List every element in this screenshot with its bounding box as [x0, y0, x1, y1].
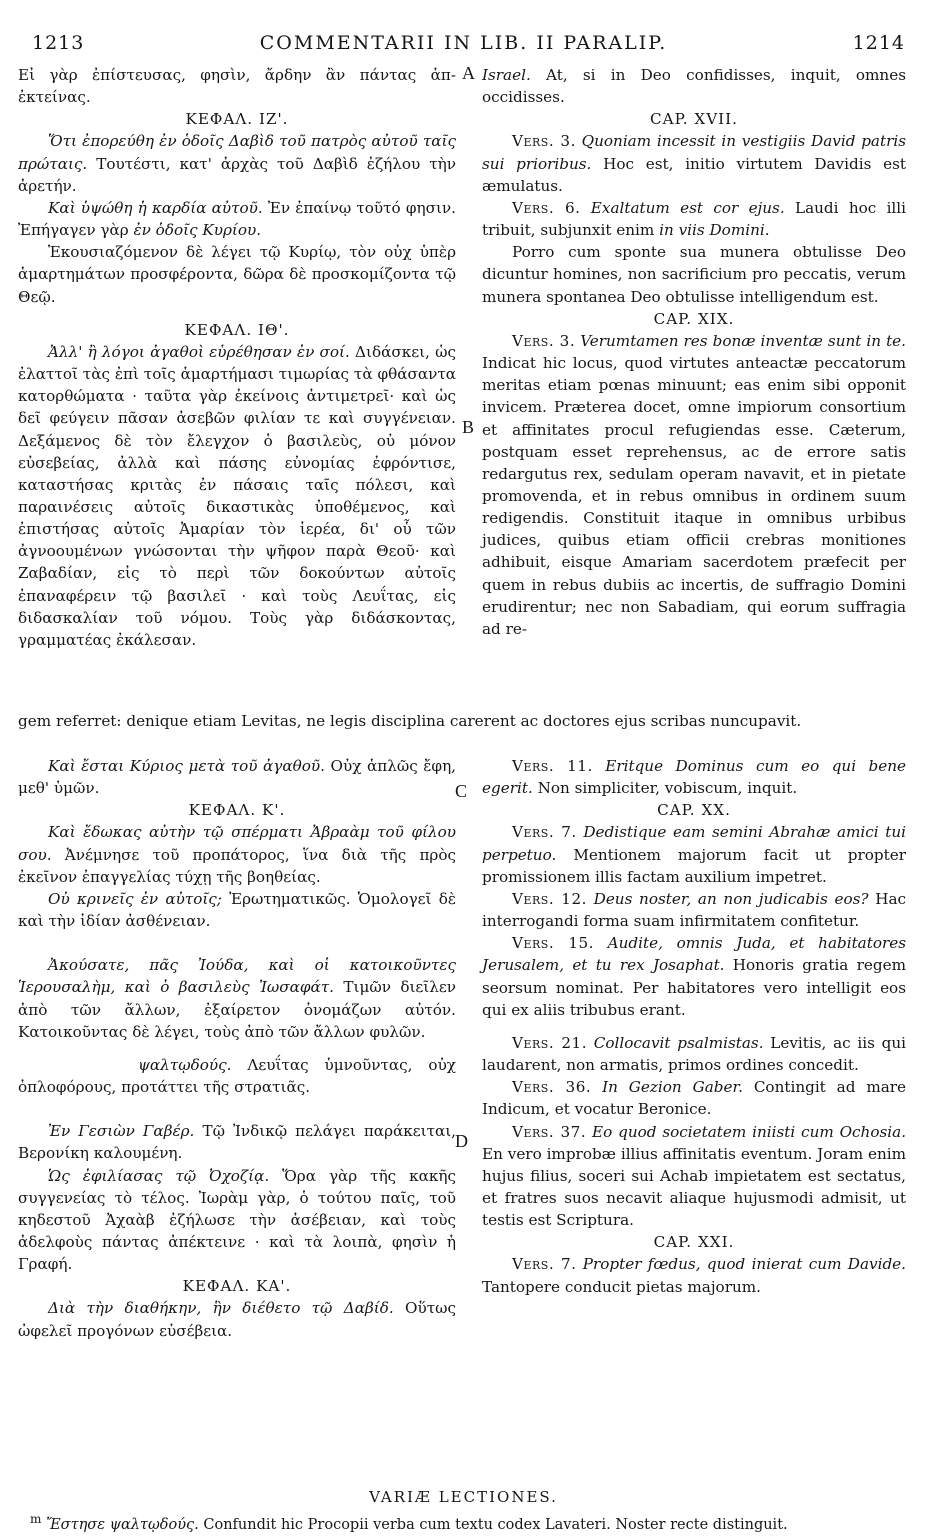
greek-intro: [18, 64, 456, 108]
greek-commentary: Τουτέστι, κατ' ἀρχὰς τοῦ Δαβὶδ ἐζήλου τὴν ἀρετήν.: [18, 154, 456, 195]
margin-marker-c: C: [455, 781, 468, 801]
greek-commentary: Λευΐτας ὑμνοῦντας, οὐχ ὁπλοφόρους, προτάττει τῆς στρατιᾶς.: [18, 1055, 456, 1097]
page-number-right: 1214: [852, 32, 905, 54]
greek-commentary: Ὅρα γὰρ τῆς κακῆς συγγενείας τὸ τέλος. Ἰωρὰμ γὰρ, ὁ τούτου παῖς, τοῦ κηδεστοῦ Ἀχαὰβ ἐζήλωσε τὴν ἀσέβειαν, καὶ τοὺς ἀδελφοὺς πάντας ἀπέκτεινε · καὶ τὰ λοιπὰ, φησὶν ἡ Γραφή.: [18, 1166, 456, 1274]
greek-lemma: Καὶ ἔδωκας αὐτὴν τῷ σπέρματι Ἀβραὰμ τοῦ φίλου σου.: [18, 823, 456, 864]
verse-number: Vers. 37.: [512, 1122, 587, 1141]
greek-cap20-para5: [18, 1120, 456, 1164]
latin-heading-cap21: CAP. XXI.: [653, 1233, 735, 1252]
latin-cap17-para2: [482, 197, 906, 241]
variae-lectiones-title: VARIÆ LECTIONES.: [369, 1488, 558, 1506]
verse-number: Vers. 36.: [512, 1078, 592, 1097]
greek-commentary: Ἐν ἐπαίνῳ τοῦτό φησιν. Ἐπήγαγεν γὰρ: [18, 198, 456, 240]
greek-lemma: Ὅτι ἐπορεύθη ἐν ὁδοῖς Δαβὶδ τοῦ πατρὸς αὐτοῦ ταῖς πρώταις.: [18, 132, 456, 173]
variae-lectiones-note: [30, 1509, 910, 1535]
greek-cap20-para4: [18, 1054, 456, 1098]
greek-intro-text: Εἰ γὰρ ἐπίστευσας, φησὶν, ἄρδην ἂν πάντας ἀπ-ἐκτείνας.: [18, 66, 456, 107]
latin-commentary: Tantopere conducit pietas majorum.: [482, 1277, 761, 1296]
footnote-mark: m: [30, 1512, 42, 1526]
latin-lemma: Deus noster, an non judicabis eos?: [593, 889, 869, 908]
latin-heading-cap17: CAP. XVII.: [650, 110, 738, 129]
latin-cap20-para2: [482, 888, 906, 932]
greek-commentary: Οὐχ ἁπλῶς ἔφη, μεθ' ὑμῶν.: [18, 757, 456, 798]
greek-commentary: Οὕτως ὠφελεῖ προγόνων εὐσέβεια.: [18, 1299, 457, 1340]
verse-number: Vers. 15.: [512, 934, 594, 953]
latin-cap17-para3: [482, 241, 906, 307]
latin-cap21-para: [482, 1253, 906, 1297]
latin-lemma: Audite, omnis Juda, et habitatores Jerusalem, et tu rex Josaphat.: [482, 934, 907, 975]
greek-cap19b-para: [18, 755, 456, 799]
greek-lemma: ψαλτῳδούς.: [138, 1055, 232, 1074]
verse-number: Vers. 6.: [512, 198, 581, 217]
latin-commentary: Hoc est, initio virtutem Davidis est æmulatus.: [482, 154, 906, 195]
greek-cap19-para: [18, 341, 456, 651]
latin-intro: [482, 64, 906, 108]
latin-commentary: Hac interrogandi forma suam infirmitatem confitetur.: [482, 889, 907, 931]
greek-cap20-para1: [18, 821, 456, 887]
latin-lemma: Quoniam incessit in vestigiis David patris sui prioribus.: [482, 132, 907, 173]
greek-commentary: Τιμῶν διεῖλεν ἀπὸ τῶν ἄλλων, ἐξαίρετον ὀνομάζων αὐτόν. Κατοικοῦντας δὲ λέγει, τοὺς ἀπὸ τῶν ἄλλων φυλῶν.: [18, 978, 456, 1041]
latin-cap19-para: [482, 330, 906, 640]
latin-lemma: Eo quod societatem iniisti cum Ochosia.: [592, 1122, 907, 1141]
page-number-left: 1213: [32, 32, 85, 54]
greek-lemma: Ὡς ἐφιλίασας τῷ Ὀχοζίᾳ.: [48, 1166, 270, 1185]
greek-lemma: Καὶ ἔσται Κύριος μετὰ τοῦ ἀγαθοῦ.: [48, 757, 325, 775]
verse-number: Vers. 21.: [512, 1033, 588, 1052]
latin-cap20-para3: [482, 932, 906, 1021]
latin-cap20-para4: [482, 1032, 906, 1076]
latin-commentary: Honoris gratia regem seorsum nominat. Per habitatores vero intelligit eos qui ex aliis tribubus erant.: [482, 956, 906, 1019]
latin-lemma: Exaltatum est cor ejus.: [590, 198, 785, 217]
latin-commentary: At, si in Deo confidisses, inquit, omnes occidisses.: [482, 66, 906, 107]
greek-heading-cap20: ΚΕΦΑΛ. Κ'.: [188, 801, 286, 820]
latin-lemma: Propter fœdus, quod inierat cum Davide.: [582, 1255, 907, 1274]
greek-heading-cap21: ΚΕΦΑΛ. ΚΑ'.: [182, 1277, 292, 1296]
latin-column-lower: [482, 755, 906, 1298]
greek-cap17-para2: [18, 197, 456, 241]
latin-cap20-para6: [482, 1121, 906, 1232]
latin-commentary: Indicat hic locus, quod virtutes anteactæ peccatorum meritas etiam pœnas minuunt; eas enim sibi opponit invicem. Præterea docet, omne impiorum consortium et affinitates procul refugiendas esse. Cæterum, postquam esset reprehensus, ac de errore satis redargutus rex, sedulam operam navavit, et in pietate promovenda, et in rebus omnibus in ordinem suum redigendis. Constituit itaque in omnibus urbibus judices, quibus etiam officii crebras monitiones adhibuit, eisque Amariam sacerdotem præfecit per quem in rebus dubiis ac incertis, de suffragio Domini erudirentur; nec non Sabadiam, qui eorum suffragia ad re-: [482, 354, 906, 638]
latin-lemma: Israel.: [482, 66, 531, 84]
latin-cap17-para1: [482, 130, 906, 196]
latin-commentary: Porro cum sponte sua munera obtulisse Deo dicuntur homines, non sacrificium pro peccatis, verum munera spontanea Deo obtulisse intelligendum est.: [482, 243, 906, 306]
latin-commentary: Levitis, ac iis qui laudarent, non armatis, primos ordines concedit.: [482, 1033, 907, 1075]
greek-lemma: Ἀκούσατε, πᾶς Ἰούδα, καὶ οἱ κατοικοῦντες Ἱερουσαλὴμ, καὶ ὁ βασιλεὺς Ἰωσαφάτ.: [18, 956, 456, 997]
greek-commentary: Διδάσκει, ὡς ἐλαττοῖ τὰς ἐπὶ τοῖς ἁμαρτήμασι τιμωρίας τὰ φθάσαντα κατορθώματα · ταῦτα γὰρ ἐκείνοις ἀντιμετρεῖ· καὶ ὡς δεῖ φεύγειν πᾶσαν ἀσεβῶν φιλίαν τε καὶ συγγένειαν. Δεξάμενος δὲ τὸν ἔλεγχον ὁ βασιλεὺς, οὐ μόνον εὐσεβείας, ἀλλὰ καὶ πάσης εὐνομίας ἐφρόντισε, καταστήσας κριτὰς ἐν πάσαις ταῖς πόλεσι, καὶ παραινέσεις αὐτοῖς δικαστικὰς ὑποθέμενος, καὶ ἐπιστήσας αὐτοῖς Ἀμαρίαν τὸν ἱερέα, δι' οὗ τῶν ἀγνοουμένων γνώσονται τὴν ψῆφον παρὰ Θεοῦ· καὶ Ζαβαδίαν, εἰς τὸ περὶ τῶν δοκούντων αὐτοῖς ἐπαναφέρειν τῷ βασιλεῖ · καὶ τοὺς Λευΐτας, εἰς διδασκαλίαν τοῦ νόμου. Τοὺς γὰρ διδάσκοντας, γραμματέας ἐκάλεσαν.: [18, 342, 456, 649]
latin-commentary: Laudi hoc illi tribuit, subjunxit enim: [482, 198, 907, 240]
greek-commentary: Τῷ Ἰνδικῷ πελάγει παράκειται, Βερονίκη καλουμένη.: [18, 1122, 457, 1163]
greek-lemma: Ἀλλ' ἢ λόγοι ἀγαθοὶ εὑρέθησαν ἐν σοί.: [48, 342, 350, 361]
greek-lemma: Διὰ τὴν διαθήκην, ἣν διέθετο τῷ Δαβίδ.: [48, 1299, 394, 1318]
latin-lemma: Eritque Dominus cum eo qui bene egerit.: [482, 757, 907, 798]
note-lemma: Ἔστησε ψαλτῳδούς.: [46, 1516, 199, 1533]
greek-lemma: Οὐ κρινεῖς ἐν αὐτοῖς;: [48, 889, 222, 908]
greek-cap17-para3: [18, 241, 456, 307]
latin-lemma: Collocavit psalmistas.: [593, 1033, 764, 1052]
latin-commentary: Contingit ad mare Indicum, et vocatur Beronice.: [482, 1078, 907, 1119]
latin-lemma: in viis Domini.: [659, 221, 770, 240]
latin-commentary: Non simpliciter, vobiscum, inquit.: [537, 779, 798, 798]
verse-number: Vers. 3.: [512, 132, 576, 151]
greek-heading-cap19: ΚΕΦΑΛ. ΙΘ'.: [184, 320, 290, 339]
verse-number: Vers. 7.: [512, 1255, 577, 1274]
greek-commentary: Ἐρωτηματικῶς. Ὁμολογεῖ δὲ καὶ τὴν ἰδίαν ἀσθένειαν.: [18, 889, 456, 931]
latin-commentary: En vero improbæ illius affinitatis eventum. Joram enim hujus filius, soceri sui Achab impietatem est sectatus, et fratres suos necavit aliaque hujusmodi admisit, ut testis est Scriptura.: [482, 1144, 906, 1230]
greek-cap20-para6: [18, 1165, 456, 1276]
greek-lemma: Καὶ ὑψώθη ἡ καρδία αὐτοῦ.: [48, 198, 263, 217]
verse-number: Vers. 7.: [512, 823, 577, 842]
full-width-line: [18, 710, 906, 732]
margin-marker-d: D: [455, 1131, 468, 1151]
latin-cap20-para1: [482, 821, 906, 887]
verse-number: Vers. 11.: [512, 757, 593, 775]
greek-lemma: ἐν ὁδοῖς Κυρίου.: [133, 221, 262, 240]
running-title: COMMENTARII IN LIB. II PARALIP.: [259, 32, 668, 54]
greek-column-lower: [18, 755, 456, 1342]
verse-number: Vers. 12.: [512, 889, 587, 908]
verse-number: Vers. 3.: [512, 331, 576, 350]
greek-commentary: Ἀνέμνησε τοῦ προπάτορος, ἵνα διὰ τῆς πρὸς ἐκεῖνον ἐπαγγελίας τύχῃ τῆς βοηθείας.: [18, 845, 456, 886]
greek-cap21-para: [18, 1297, 456, 1341]
latin-column: [482, 64, 906, 640]
greek-lemma: Ἐν Γεσιὼν Γαβέρ.: [48, 1122, 195, 1141]
greek-column: [18, 64, 456, 651]
margin-marker-b: B: [462, 417, 475, 437]
latin-cap20-para5: [482, 1076, 906, 1120]
greek-cap20-para2: [18, 888, 456, 932]
greek-cap17-para1: [18, 130, 456, 196]
latin-cap19b-para: [482, 755, 906, 799]
latin-heading-cap19: CAP. XIX.: [653, 309, 735, 328]
greek-cap20-para3: [18, 954, 456, 1043]
latin-lemma: Verumtamen res bonæ inventæ sunt in te.: [580, 331, 906, 350]
full-width-text: gem referret: denique etiam Levitas, ne legis disciplina carerent ac doctores ejus scribas nuncupavit.: [18, 712, 802, 730]
latin-lemma: Dedistique eam semini Abrahæ amici tui perpetuo.: [482, 823, 906, 864]
latin-lemma: In Gezion Gaber.: [602, 1078, 743, 1097]
greek-commentary: Ἑκουσιαζόμενον δὲ λέγει τῷ Κυρίῳ, τὸν οὐχ ὑπὲρ ἁμαρτημάτων προσφέροντα, δῶρα δὲ προσκομίζοντα τῷ Θεῷ.: [18, 243, 456, 306]
latin-heading-cap20: CAP. XX.: [657, 801, 731, 820]
margin-marker-a: A: [462, 63, 475, 83]
note-text: Confundit hic Procopii verba cum textu codex Lavateri. Noster recte distinguit.: [203, 1516, 788, 1533]
latin-commentary: Mentionem majorum facit ut propter promissionem illis factam auxilium impetret.: [482, 845, 906, 886]
greek-heading-cap17: ΚΕΦΑΛ. ΙΖ'.: [185, 110, 289, 129]
